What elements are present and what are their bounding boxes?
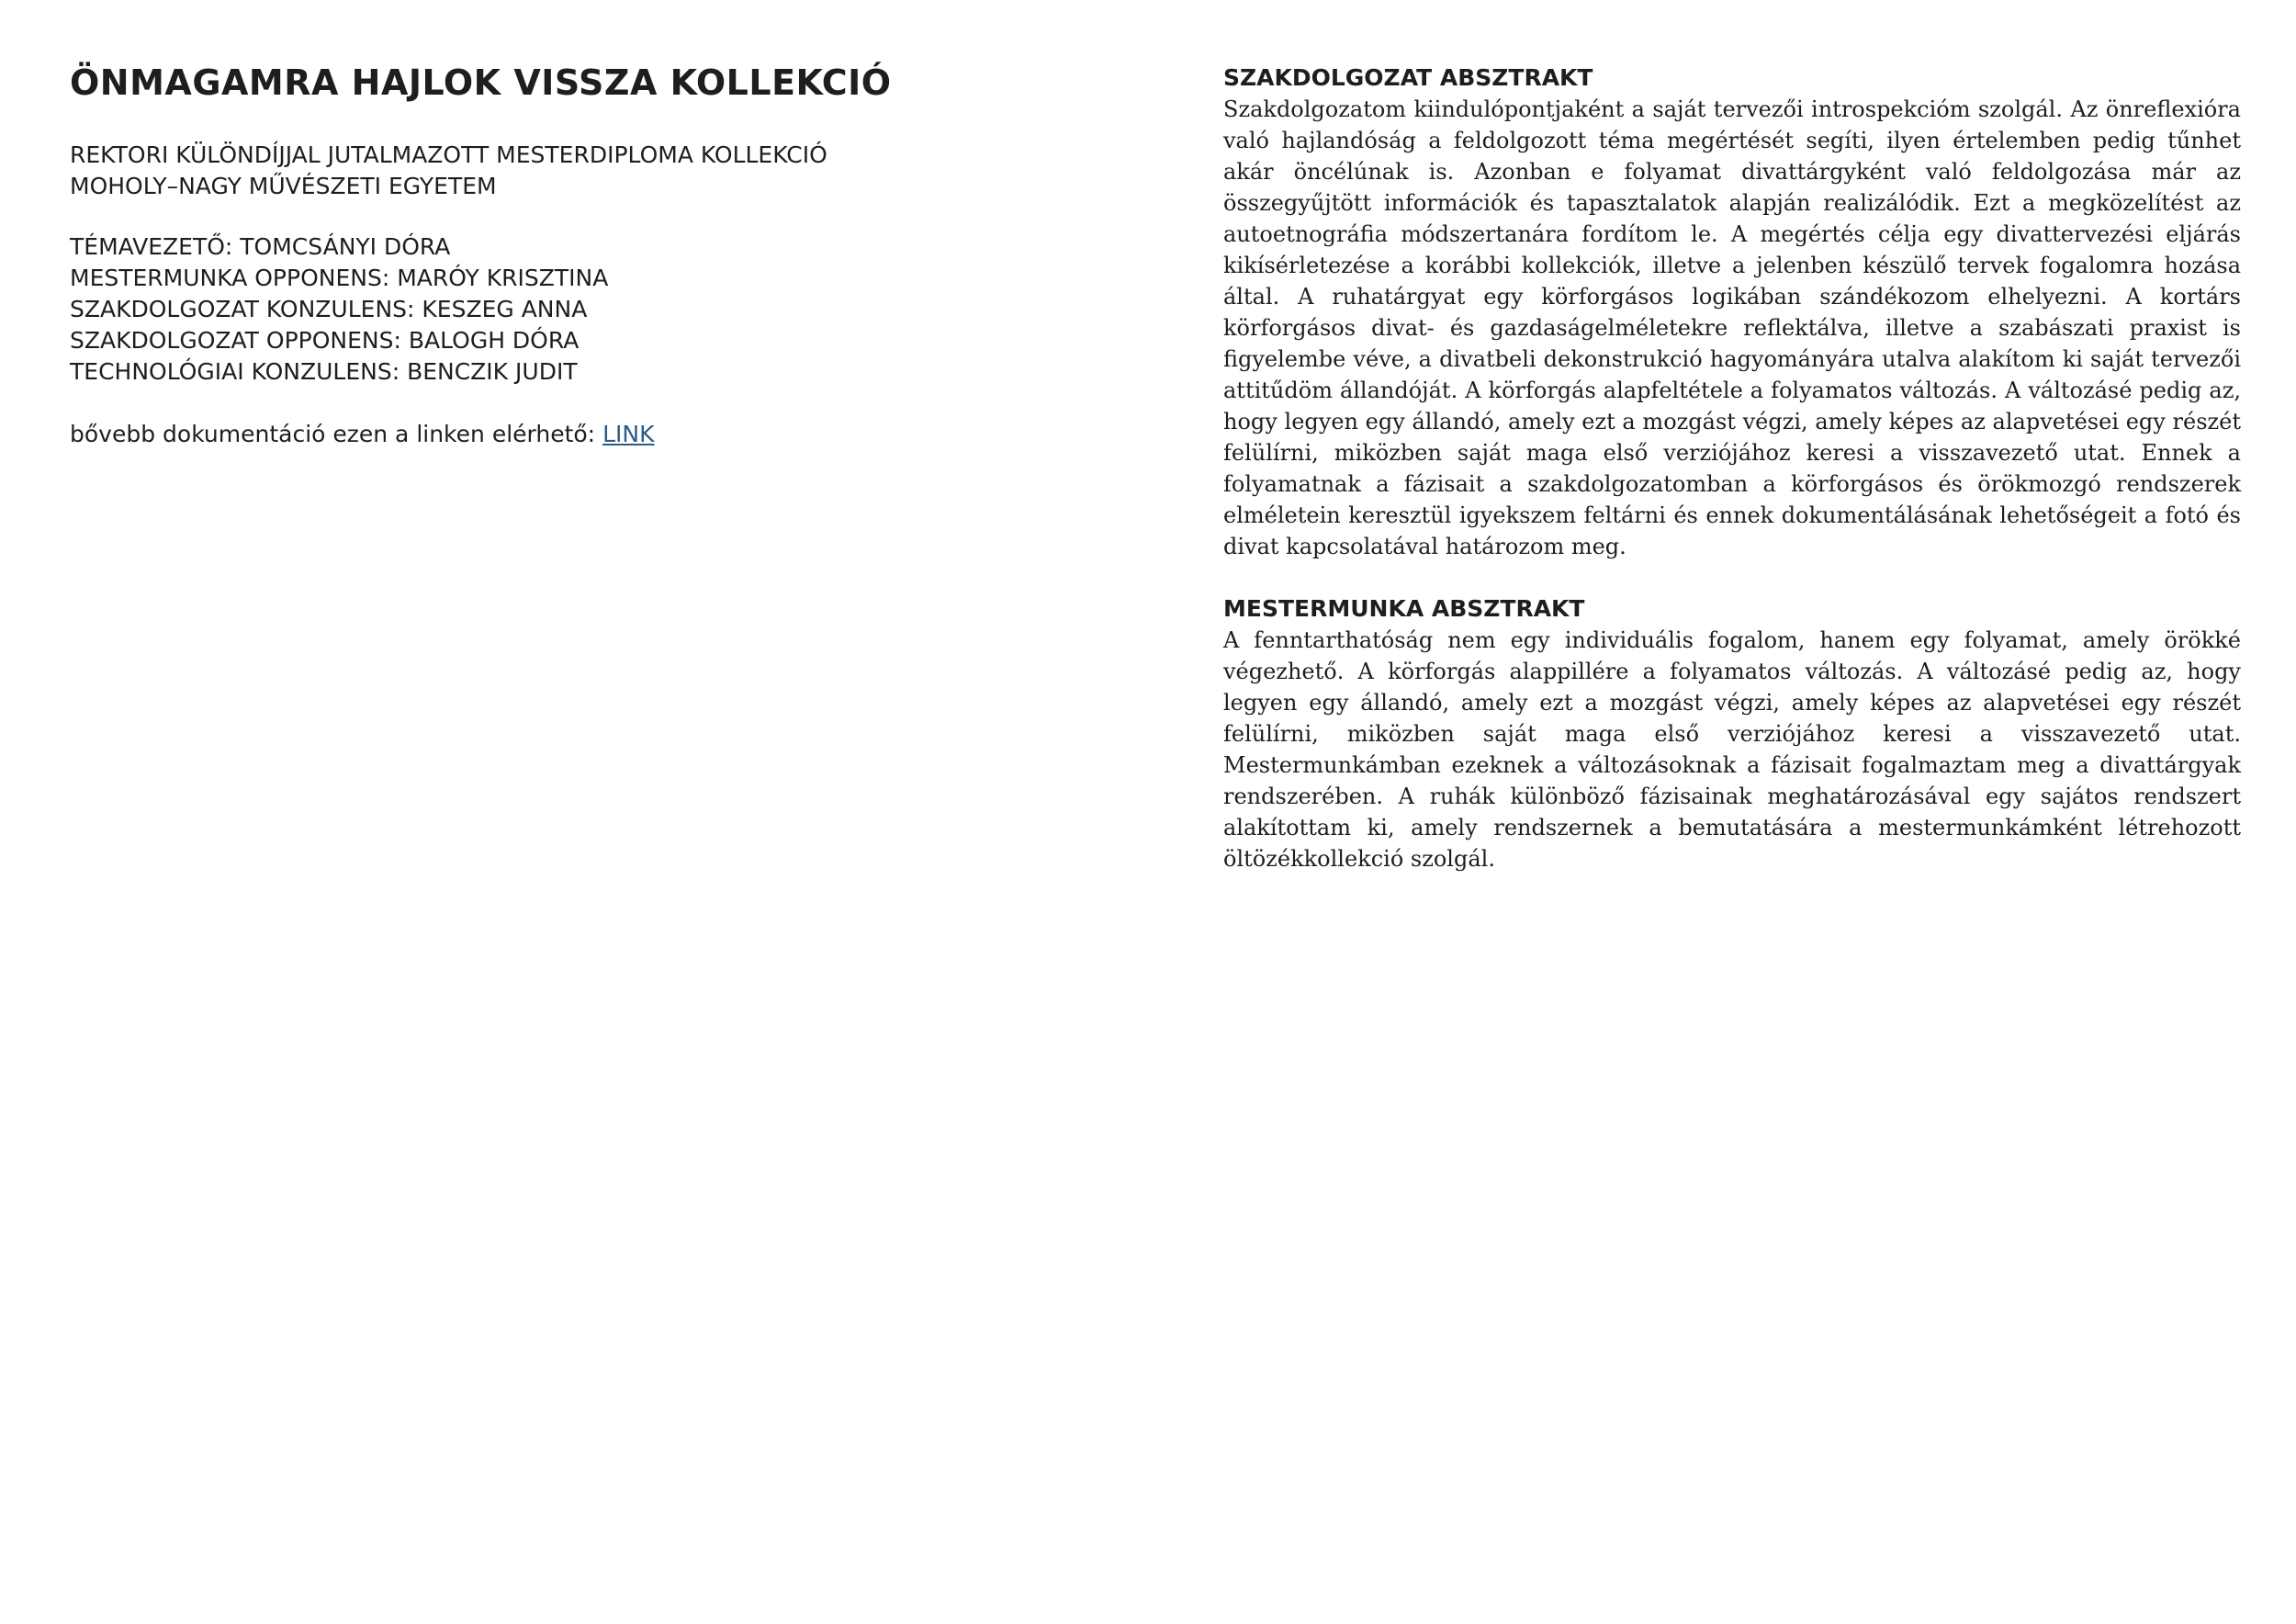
masterwork-abstract-body: A fenntarthatóság nem egy individuális fogalom, hanem egy folyamat, amely örökké végezhető. A körforgás alappillére a folyamatos változás. A változásé pedig az, hogy legyen egy állandó, amely ezt a mozgást végzi, amely képes az alapvetései egy részét felülírni, miközben saját maga első verziójához keresi a visszavezető utat. Mestermunkámban ezeknek a változásoknak a fázisait fogalmaztam meg a divattárgyak rendszerében. A ruhák különböző fázisainak meghatározásával egy sajátos rendszert alakítottam ki, amely rendszernek a bemutatására a mestermunkámként létrehozott öltözékkollekció szolgál.	[1223, 627, 2241, 872]
thesis-abstract-section	[1223, 62, 2241, 562]
collection-title: ÖNMAGAMRA HAJLOK VISSZA KOLLEKCIÓ	[70, 62, 892, 103]
credits-list	[70, 231, 1126, 388]
subtitle-line: REKTORI KÜLÖNDÍJJAL JUTALMAZOTT MESTERDIPLOMA KOLLEKCIÓ	[70, 141, 827, 168]
award-subtitle	[70, 140, 1126, 202]
masterwork-abstract-heading: MESTERMUNKA ABSZTRAKT	[1223, 595, 1585, 622]
credit-technology-consultant: TECHNOLÓGIAI KONZULENS: BENCZIK JUDIT	[70, 358, 578, 385]
documentation-link[interactable]: LINK	[602, 421, 655, 447]
credit-supervisor: TÉMAVEZETŐ: TOMCSÁNYI DÓRA	[70, 233, 451, 260]
thesis-abstract-body: Szakdolgozatom kiindulópontjaként a saját tervezői introspekcióm szolgál. Az önreflexióra való hajlandóság a feldolgozott téma megértését segíti, ilyen értelemben pedig tűnhet akár öncélúnak is. Azonban e folyamat divattárgyként való feldolgozása már az összegyűjtött információk és tapasztalatok alapján realizálódik. Ezt a megközelítést az autoetnográfia módszertanára fordítom le. A megértés célja egy divattervezési eljárás kikísérletezése a korábbi kollekciók, illetve a jelenben készülő tervek fogalomra hozása által. A ruhatárgyat egy körforgásos logikában szándékozom elhelyezni. A kortárs körforgásos divat- és gazdaságelméletekre reflektálva, illetve a szabászati praxist is figyelembe véve, a divatbeli dekonstrukció hagyományára utalva alakítom ki saját tervezői attitűdöm állandóját. A körforgás alapfeltétele a folyamatos változás. A változásé pedig az, hogy legyen egy állandó, amely ezt a mozgást végzi, amely képes az alapvetései egy részét felülírni, miközben saját maga első verziójához keresi a visszavezető utat. Ennek a folyamatnak a fázisait a szakdolgozatomban a körforgásos és örökmozgó rendszerek elméletein keresztül igyekszem feltárni és ennek dokumentálásának lehetőségeit a fotó és divat kapcsolatával határozom meg.	[1223, 96, 2241, 559]
credit-masterwork-opponent: MESTERMUNKA OPPONENS: MARÓY KRISZTINA	[70, 265, 609, 291]
credit-thesis-consultant: SZAKDOLGOZAT KONZULENS: KESZEG ANNA	[70, 296, 588, 322]
documentation-text: bővebb dokumentáció ezen a linken elérhető:	[70, 421, 603, 447]
subtitle-line: MOHOLY–NAGY MŰVÉSZETI EGYETEM	[70, 173, 497, 199]
credit-thesis-opponent: SZAKDOLGOZAT OPPONENS: BALOGH DÓRA	[70, 327, 580, 354]
project-info-column	[70, 57, 1126, 450]
abstracts-column	[1223, 62, 2241, 874]
documentation-note	[70, 419, 1126, 450]
thesis-abstract-heading: SZAKDOLGOZAT ABSZTRAKT	[1223, 64, 1593, 91]
masterwork-abstract-section	[1223, 593, 2241, 874]
